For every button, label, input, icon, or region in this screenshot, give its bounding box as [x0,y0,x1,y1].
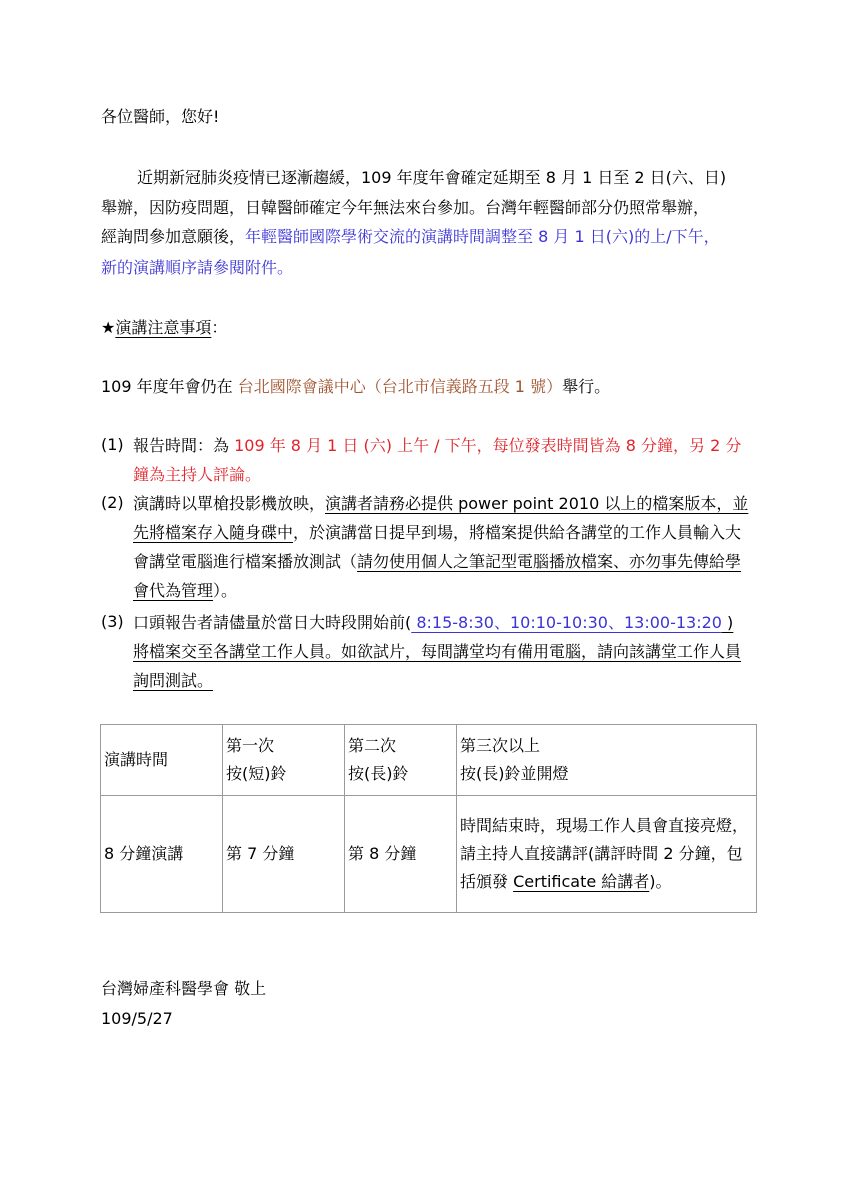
table-cell [457,725,757,796]
list-item [133,431,753,489]
signature-date: 109/5/27 [101,1009,173,1028]
bell-rules-table [100,724,757,913]
item-underlined-text: ) 將檔案交至各講堂工作人員。如欲試片，每間講堂均有備用電腦，請向該講堂工作人員詢問測試。 [133,613,742,690]
item-underlined-text: 請勿使用個人之筆記型電腦播放檔案、亦勿事先傳給學會代為管理 [133,552,742,600]
venue-suffix: 舉行。 [562,377,611,396]
table-cell [345,725,457,796]
notes-heading-line [101,316,227,340]
table-cell: 8 分鐘演講 [101,796,223,913]
list-item [133,608,753,695]
table-cell [223,725,345,796]
cell-line: 第二次 [348,736,397,755]
item-underlined-text: 演講者請務必提供 power point 2010 以上的檔案版本，並先將檔案存入隨身碟中 [133,494,749,542]
item-text: 口頭報告者請儘量於當日大時段開始前( [133,613,412,632]
table-cell: 演講時間 [101,725,223,796]
table-cell [457,796,757,913]
table-cell: 第 8 分鐘 [345,796,457,913]
paragraph-line-3 [101,225,720,249]
star-icon: ★ [101,318,116,337]
cell-underlined-text: Certificate 給講者 [513,872,650,891]
cell-line: 第三次以上 [460,736,541,755]
table-cell: 第 7 分鐘 [223,796,345,913]
paragraph-line-4: 新的演講順序請參閱附件。 [101,258,294,277]
highlighted-schedule-text: 年輕醫師國際學術交流的演講時間調整至 8 月 1 日(六)的上/下午， [245,227,720,246]
paragraph-line-2: 舉辦，因防疫問題，日韓醫師確定今年無法來台參加。台灣年輕醫師部分仍照常舉辦， [101,198,710,217]
greeting: 各位醫師，您好! [101,107,220,126]
signature-org: 台灣婦產科醫學會 敬上 [101,979,267,998]
item-times: 8:15-8:30、10:10-10:30、13:00-13:20 [411,613,722,632]
table-header-row [101,725,757,796]
venue-prefix: 109 年度年會仍在 [101,377,238,396]
paragraph-line-1: 近期新冠肺炎疫情已逐漸趨緩，109 年度年會確定延期至 8 月 1 日至 2 日(六、日) [137,168,727,187]
venue-line [101,375,610,399]
list-item [133,489,753,605]
cell-line: 按(長)鈴 [348,764,409,783]
paragraph-text: 經詢問參加意願後， [101,227,246,246]
item-text: ）。 [213,581,238,600]
notes-heading: 演講注意事項 [115,318,212,337]
item-number: (3) [101,612,124,631]
item-text: 演講時以單槍投影機放映， [133,494,326,513]
item-highlight: 109 年 8 月 1 日 (六) 上午 / 下午，每位發表時間皆為 8 分鐘，另 2 分鐘為主持人評論。 [133,436,742,484]
notes-colon: ： [211,318,228,337]
item-text: ，於演講當日提早到場，將檔案提供給各講堂的工作人員輸入大會講堂電腦進行檔案播放測試（ [133,523,742,571]
cell-line: 第一次 [226,736,275,755]
cell-text: )。 [649,872,672,891]
cell-line: 按(長)鈴並開燈 [460,764,569,783]
cell-line: 按(短)鈴 [226,764,287,783]
item-number: (2) [101,493,124,512]
table-row [101,796,757,913]
item-number: (1) [101,435,124,454]
venue-name: 台北國際會議中心（台北市信義路五段 1 號） [237,377,563,396]
cell-text: 時間結束時，現場工作人員會直接亮燈，請主持人直接講評(講評時間 2 分鐘，包括頒發 [460,816,749,891]
item-text: 報告時間：為 [133,436,235,455]
